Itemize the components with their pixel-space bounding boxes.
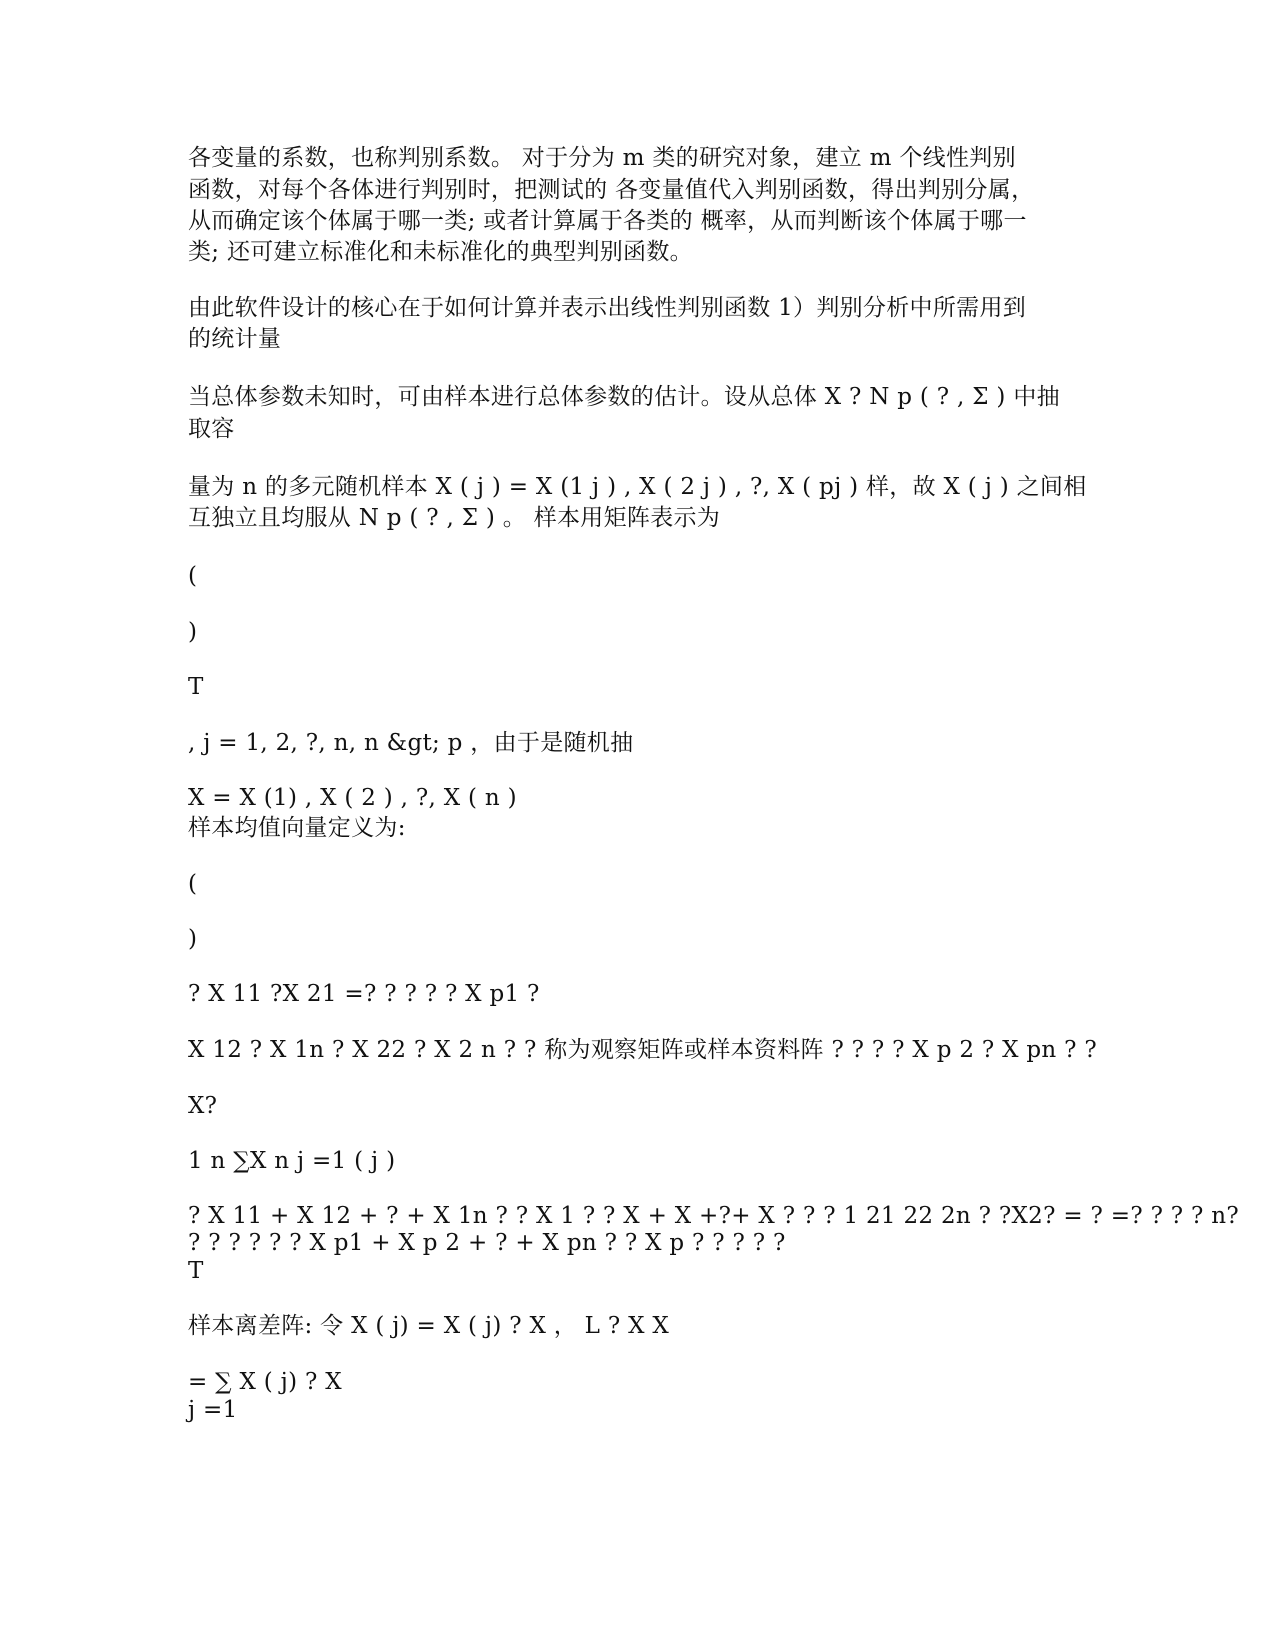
text-line: ) — [188, 926, 198, 952]
text-line: 样本离差阵: 令 X ( j) = X ( j) ? X ， L ? X X — [188, 1313, 670, 1339]
text-line: T — [188, 674, 204, 700]
text-line: X 12 ? X 1n ? X 22 ? X 2 n ? ? 称为观察矩阵或样本资料阵 ? ? ? ? X p 2 ? X pn ? ? — [188, 1037, 1098, 1063]
text-line: X = X (1) , X ( 2 ) , ?, X ( n ) — [188, 785, 517, 811]
text-line: 样本均值向量定义为: — [188, 815, 406, 841]
text-line: ( — [188, 871, 198, 897]
text-line: 互独立且均服从 N p ( ? , Σ ) 。 样本用矩阵表示为 — [188, 505, 721, 531]
text-line: T — [188, 1258, 204, 1284]
text-line: ? ? ? ? ? ? X p1 + X p 2 + ? + X pn ? ? X p ? ? ? ? ? — [188, 1230, 786, 1256]
text-line: 各变量的系数，也称判别系数。 对于分为 m 类的研究对象，建立 m 个线性判别 — [188, 145, 1016, 171]
text-line: 函数，对每个各体进行判别时，把测试的 各变量值代入判别函数，得出判别分属， — [188, 177, 1035, 203]
text-line: 取容 — [188, 416, 235, 442]
text-line: 类; 还可建立标准化和未标准化的典型判别函数。 — [188, 239, 693, 265]
text-line: j =1 — [188, 1397, 238, 1423]
text-line: 的统计量 — [188, 326, 282, 352]
text-line: 1 n ∑X n j =1 ( j ) — [188, 1148, 396, 1174]
text-line: 量为 n 的多元随机样本 X ( j ) = X (1 j ) , X ( 2 j ) , ?, X ( pj ) 样，故 X ( j ) 之间相 — [188, 474, 1087, 500]
text-line: X? — [188, 1093, 218, 1119]
text-line: 当总体参数未知时，可由样本进行总体参数的估计。设从总体 X ? N p ( ? , Σ ) 中抽 — [188, 384, 1060, 410]
text-line: , j = 1, 2, ?, n, n &gt; p ，由于是随机抽 — [188, 730, 634, 756]
text-line: 从而确定该个体属于哪一类; 或者计算属于各类的 概率，从而判断该个体属于哪一 — [188, 208, 1027, 234]
text-line: = ∑ X ( j) ? X — [188, 1369, 342, 1395]
text-line: ) — [188, 619, 198, 645]
text-line: ? X 11 ?X 21 =? ? ? ? ? X p1 ? — [188, 981, 540, 1007]
text-line: ( — [188, 563, 198, 589]
text-line: ? X 11 + X 12 + ? + X 1n ? ? X 1 ? ? X + X +?+ X ? ? ? 1 21 22 2n ? ?X2? = ? =? ? ? ? n? — [188, 1203, 1240, 1229]
text-line: 由此软件设计的核心在于如何计算并表示出线性判别函数 1）判别分析中所需用到 — [188, 295, 1027, 321]
